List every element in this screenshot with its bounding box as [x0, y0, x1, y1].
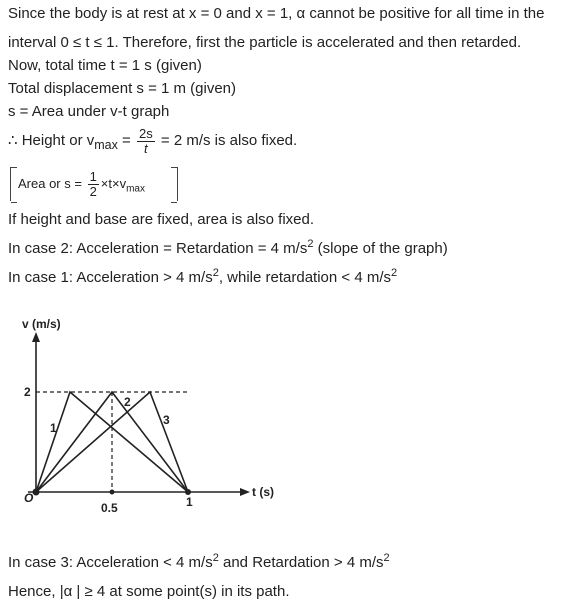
line10-pre: In case 3: Acceleration < 4 m/s	[8, 554, 213, 571]
x-tick-end-label: 1	[186, 495, 193, 509]
case-2-label: 2	[124, 395, 131, 409]
line6-denominator: t	[144, 140, 148, 156]
origin-label: O	[24, 491, 34, 505]
line8-pre: In case 2: Acceleration = Retardation = 4 m/s	[8, 240, 308, 257]
line6-sub: max	[94, 138, 118, 152]
x-axis-label: t (s)	[252, 485, 274, 499]
case-1-label: 1	[50, 421, 57, 435]
text-line-9	[8, 269, 397, 287]
line6-post: = 2 m/s is also fixed.	[156, 132, 298, 149]
area-formula-sub: max	[126, 183, 145, 195]
line6-eq: =	[117, 132, 135, 149]
area-formula-fraction	[88, 170, 99, 199]
line6-fraction	[137, 127, 155, 156]
line8-post: (slope of the graph)	[313, 240, 448, 257]
line9-mid: , while retardation < 4 m/s	[218, 269, 391, 286]
area-formula-post: ×t×v	[100, 176, 127, 191]
area-formula-denominator: 2	[89, 184, 97, 200]
line9-sup2: 2	[391, 267, 398, 279]
case-3-label: 3	[163, 413, 170, 427]
area-formula-pre: Area or s =	[18, 176, 86, 191]
text-line-6	[8, 126, 297, 160]
text-line-10	[8, 554, 390, 572]
x-axis-arrow-icon	[240, 488, 250, 496]
line9-sup: 2	[212, 267, 219, 279]
area-formula-numerator: 1	[89, 169, 97, 185]
origin-point	[33, 489, 40, 496]
line6-numerator: 2s	[138, 125, 153, 141]
text-line-5: s = Area under v-t graph	[8, 103, 170, 120]
text-line-8	[8, 240, 448, 258]
text-line-7: If height and base are fixed, area is also fixed.	[8, 211, 315, 228]
text-line-2: interval 0 ≤ t ≤ 1. Therefore, first the particle is accelerated and then retarded.	[8, 34, 522, 51]
text-line-4: Total displacement s = 1 m (given)	[8, 80, 237, 97]
line8-sup: 2	[307, 238, 314, 250]
line9-pre: In case 1: Acceleration > 4 m/s	[8, 269, 213, 286]
mid-point	[110, 490, 115, 495]
line10-sup2: 2	[383, 552, 390, 564]
y-axis-label: v (m/s)	[22, 317, 61, 331]
area-formula	[18, 168, 145, 206]
y-axis-arrow-icon	[32, 332, 40, 342]
y-tick-label: 2	[24, 385, 31, 399]
line10-mid: and Retardation > 4 m/s	[218, 554, 384, 571]
text-line-1: Since the body is at rest at x = 0 and x = 1, α cannot be positive for all time in the	[8, 5, 545, 22]
line6-pre: ∴ Height or v	[8, 132, 95, 149]
text-line-3: Now, total time t = 1 s (given)	[8, 57, 202, 74]
text-line-11: Hence, |α | ≥ 4 at some point(s) in its path.	[8, 583, 290, 600]
x-tick-mid-label: 0.5	[101, 501, 118, 515]
line10-sup: 2	[212, 552, 219, 564]
vt-graph	[0, 310, 300, 530]
